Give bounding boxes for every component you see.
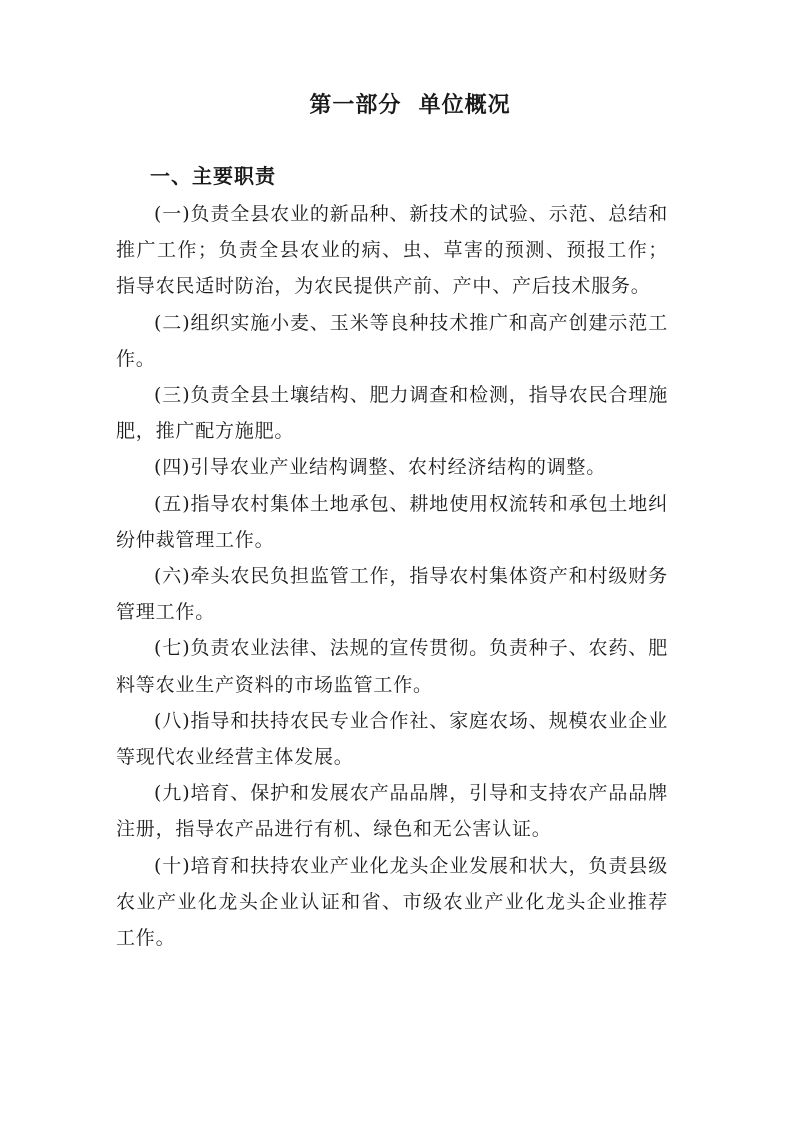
page-title: 第一部分 单位概况 — [309, 93, 511, 118]
paragraph: (一)负责全县农业的新品种、新技术的试验、示范、总结和推广工作；负责全县农业的病、虫、草害的预测、预报工作；指导农民适时防治，为农民提供产前、产中、产后技术服务。 — [116, 203, 668, 298]
paragraph: (十)培育和扶持农业产业化龙头企业发展和状大，负责县级农业产业化龙头企业认证和省、市级农业产业化龙头企业推荐工作。 — [116, 854, 668, 950]
paragraph: (九)培育、保护和发展农产品品牌，引导和支持农产品品牌注册，指导农产品进行有机、绿色和无公害认证。 — [116, 782, 668, 841]
paragraph: (四)引导农业产业结构调整、农村经济结构的调整。 — [154, 456, 607, 479]
paragraph: (六)牵头农民负担监管工作，指导农村集体资产和村级财务管理工作。 — [116, 565, 668, 624]
paragraph: (八)指导和扶持农民专业合作社、家庭农场、规模农业企业等现代农业经营主体发展。 — [116, 709, 668, 769]
paragraph: (三)负责全县土壤结构、肥力调查和检测，指导农民合理施肥，推广配方施肥。 — [116, 384, 668, 443]
paragraph: (二)组织实施小麦、玉米等良种技术推广和高产创建示范工作。 — [116, 311, 668, 370]
document-body — [116, 196, 668, 956]
paragraph: (五)指导农村集体土地承包、耕地使用权流转和承包土地纠纷仲裁管理工作。 — [116, 492, 668, 551]
paragraph: (七)负责农业法律、法规的宣传贯彻。负责种子、农药、肥料等农业生产资料的市场监管工作。 — [116, 637, 668, 696]
section-heading: 一、主要职责 — [150, 164, 276, 188]
